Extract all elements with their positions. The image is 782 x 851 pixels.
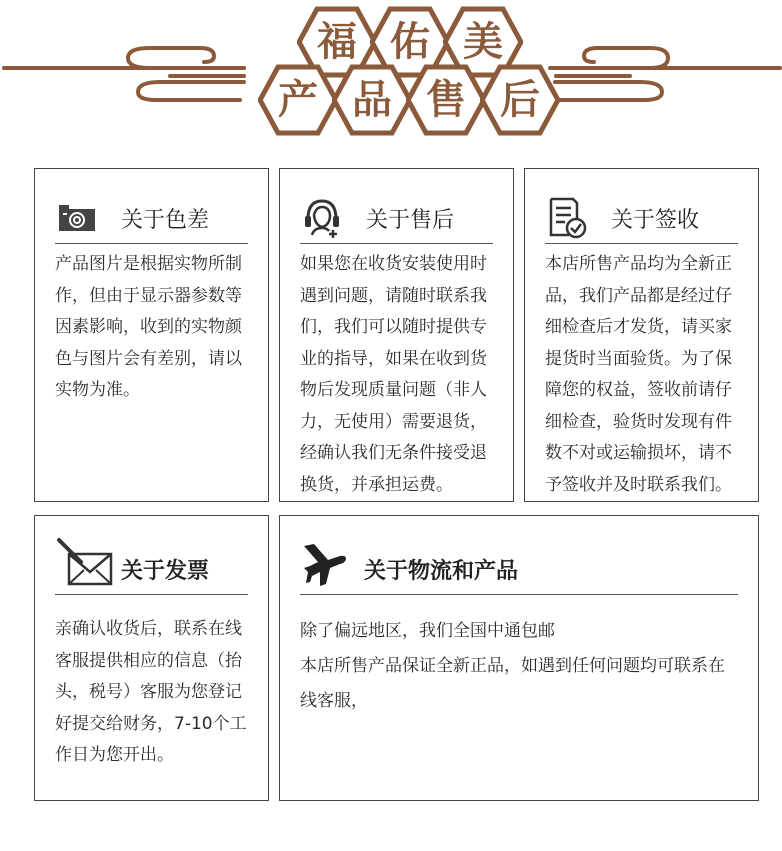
- title-hex-2: [332, 64, 412, 136]
- camera-icon: [55, 195, 99, 239]
- card-text: 亲确认收货后，联系在线客服提供相应的信息（抬头，税号）客服为您登记好提交给财务，7-10个工作日为您开出。: [55, 619, 247, 765]
- header-banner: [0, 0, 782, 145]
- card-color-difference: [34, 168, 269, 502]
- card-title: 关于发票: [121, 559, 210, 584]
- title-char-1: 产: [278, 76, 318, 123]
- card-invoice: [34, 515, 269, 801]
- card-title: 关于色差: [121, 208, 210, 233]
- card-text: 如果您在收货安装使用时遇到问题，请随时联系我们，我们可以随时提供专业的指导，如果在收到货物后发现质量问题（非人力，无使用）需要退货，经确认我们无条件接受退换货，并承担运费。: [300, 254, 487, 495]
- title-hex-1: [258, 64, 338, 136]
- brand-char-2: 佑: [390, 18, 430, 65]
- customer-service-icon: [300, 195, 344, 239]
- title-char-3: 售: [426, 76, 466, 123]
- card-header: [545, 191, 738, 244]
- card-title: 关于签收: [611, 208, 700, 233]
- title-hex-3: [406, 64, 486, 136]
- card-after-sales: [279, 168, 514, 502]
- card-text: [300, 614, 738, 719]
- card-receipt: [524, 168, 759, 502]
- card-header: [300, 536, 738, 595]
- card-header: [55, 191, 248, 244]
- card-header: [300, 191, 493, 244]
- brand-char-1: 福: [317, 18, 357, 65]
- brand-char-3: 美: [463, 18, 503, 65]
- logistics-line-1: 除了偏远地区，我们全国中通包邮: [300, 621, 555, 641]
- airplane-icon: [300, 538, 350, 588]
- title-char-2: 品: [352, 76, 392, 123]
- card-title: 关于售后: [366, 208, 455, 233]
- envelope-icon: [55, 536, 115, 592]
- card-header: [55, 536, 248, 595]
- title-char-4: 后: [500, 76, 540, 123]
- logistics-line-2: 本店所售产品保证全新正品，如遇到任何问题均可联系在线客服，: [300, 656, 725, 711]
- card-title: 关于物流和产品: [364, 559, 519, 584]
- card-logistics: [279, 515, 759, 801]
- card-text: 产品图片是根据实物所制作，但由于显示器参数等因素影响，收到的实物颜色与图片会有差别，请以实物为准。: [55, 254, 242, 400]
- sign-document-icon: [545, 195, 589, 239]
- card-text: 本店所售产品均为全新正品，我们产品都是经过仔细检查后才发货，请买家提货时当面验货。为了保障您的权益，签收前请仔细检查，验货时发现有件数不对或运输损坏，请不予签收并及时联系我们。: [545, 254, 732, 495]
- title-hex-4: [480, 64, 560, 136]
